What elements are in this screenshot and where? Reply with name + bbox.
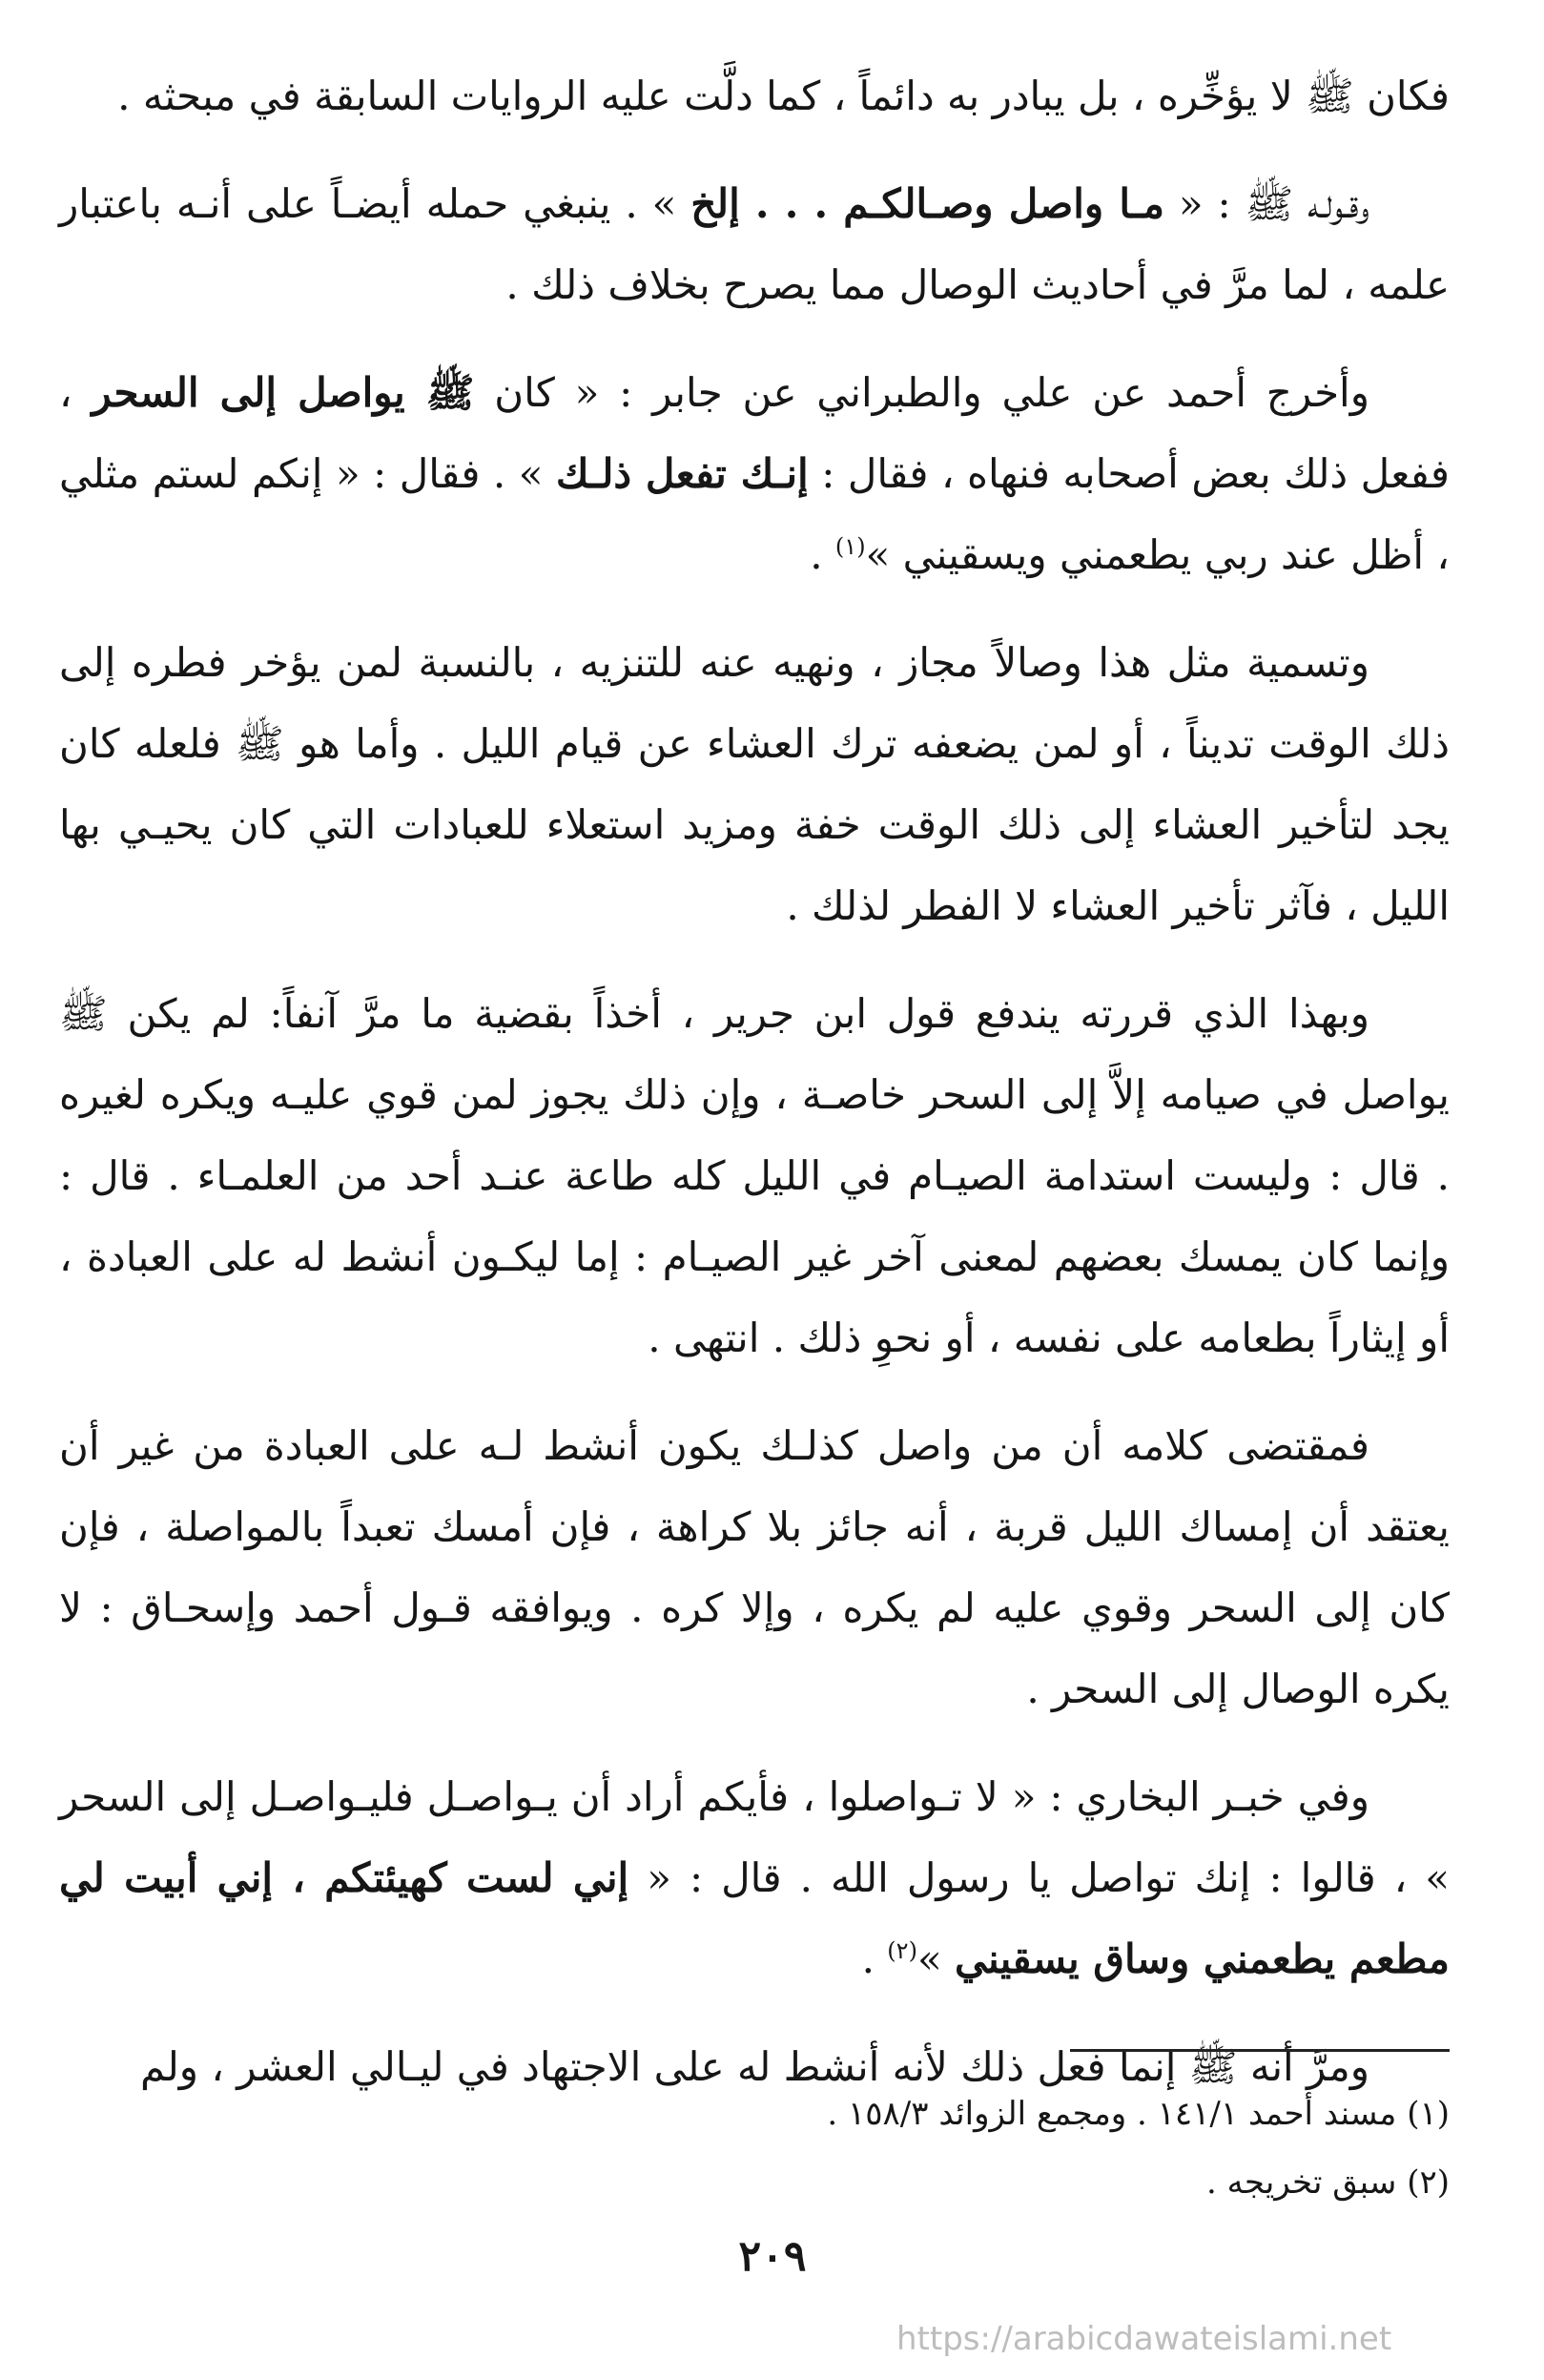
text-run: وأخرج أحمد عن علي والطبراني عن جابر : « كان	[474, 369, 1369, 416]
footnotes	[59, 2080, 1450, 2217]
text-run: ، ففعل ذلك بعض أصحابه فنهاه ، فقال :	[59, 369, 1450, 497]
footnote-ref: (١)	[834, 533, 866, 560]
text-run: .	[810, 531, 835, 578]
page-number: ٢٠٩	[738, 2232, 807, 2281]
footnote-2: (٢) سبق تخريجه .	[1206, 2163, 1450, 2202]
paragraph	[59, 352, 1450, 595]
bold-quote: إني لست كهيئتكم ، إني أبيت لي مطعم يطعمني وساق يسقيني	[59, 1854, 1450, 1982]
text-run: ومرَّ أنه ﷺ إنما فعل ذلك لأنه أنشط له على الاجتهاد في ليـالي العشر ، ولم	[140, 2043, 1369, 2090]
text-run: .	[861, 1935, 888, 1982]
text-run: » . ينبغي حمله أيضـاً على أنـه باعتبار علمه ، لما مرَّ في أحاديث الوصال مما يصرح بخلاف ذلك .	[59, 180, 1450, 308]
page-body	[59, 55, 1450, 2134]
footnote-divider	[1070, 2049, 1450, 2052]
watermark-url: https://arabicdawateislami.net	[896, 2320, 1392, 2358]
bold-quote: مـا واصل وصـالكـم . . . إلخ	[690, 180, 1164, 227]
bold-quote: ﷺ يواصل إلى السحر	[92, 369, 475, 416]
text-run: » . فقال : «	[322, 450, 556, 497]
text-run: وتسمية مثل هذا وصالاً مجاز ، ونهيه عنه للتنزيه ، بالنسبة لمن يؤخر فطره إلى ذلك الوقت تديناً ، أو لمن يضعفه ترك العشاء عن قيام الليل . وأما هو ﷺ فلعله كان يجد لتأخير العشاء إلى ذلك الوقت خفة ومزيد استعلاء للعبادات التي كان يحيـي بها الليل ، فآثر تأخير العشاء لا الفطر لذلك .	[59, 639, 1451, 929]
text-run: وبهذا الذي قررته يندفع قول ابن جرير ، أخذاً بقضية ما مرَّ آنفاً: لم يكن ﷺ يواصل في صيامه إلاَّ إلى السحر خاصـة ، وإن ذلك يجوز لمن قوي عليـه ويكره لغيره . قال : وليست استدامة الصيـام في الليل كله طاعة عنـد أحد من العلمـاء . قال : وإنما كان يمسك بعضهم لمعنى آخر غير الصيـام : إما ليكـون أنشط له على العبادة ، أو إيثاراً بطعامه على نفسه ، أو نحوِ ذلك . انتهى .	[59, 990, 1450, 1361]
paragraph	[59, 1405, 1450, 1729]
bold-quote: إنـك تفعل ذلـك	[555, 450, 809, 497]
paragraph	[59, 1756, 1450, 1999]
text-run: إنكم لستم مثلي ، أظل عند ربي يطعمني ويسقيني	[59, 450, 1450, 578]
paragraph	[59, 55, 1450, 136]
paragraph	[59, 973, 1450, 1378]
text-run: »	[916, 1935, 955, 1982]
text-run: فكان ﷺ لا يؤخِّره ، بل يبادر به دائماً ، كما دلَّت عليه الروايات السابقة في مبحثه .	[117, 72, 1450, 119]
paragraph	[59, 163, 1450, 325]
paragraph	[59, 622, 1450, 946]
text-run: فمقتضى كلامه أن من واصل كذلـك يكون أنشط لـه على العبادة من غير أن يعتقد أن إمساك الليل قربة ، أنه جائز بلا كراهة ، فإن أمسك تعبداً بالمواصلة ، فإن كان إلى السحر وقوي عليه لم يكره ، وإلا كره . ويوافقه قـول أحمد وإسحـاق : لا يكره الوصال إلى السحر .	[59, 1422, 1450, 1712]
text-run: وفي خبـر البخاري : « لا تـواصلوا ، فأيكم أراد أن يـواصـل فليـواصـل إلى السحر » ، قالوا : إنك تواصل يا رسول الله . قال : «	[59, 1773, 1450, 1901]
text-run: »	[865, 531, 903, 578]
footnote-ref: (٢)	[887, 1937, 917, 1964]
footnote-1: (١) مسند أحمد ١٤١/١ . ومجمع الزوائد ١٥٨/٣ .	[827, 2095, 1450, 2133]
text-run: وقـولـه ﷺ : «	[1163, 180, 1369, 227]
